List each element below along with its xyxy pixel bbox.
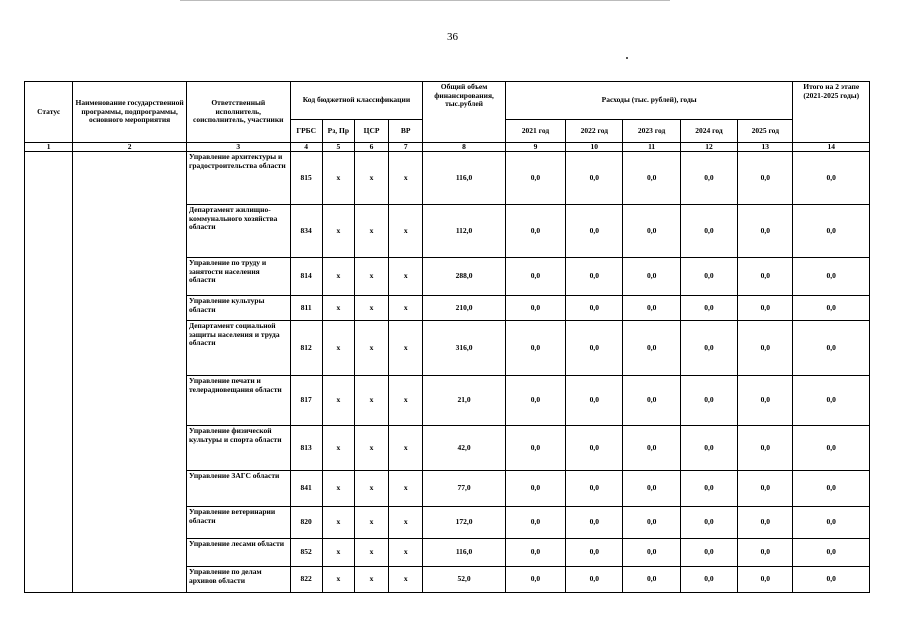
year-2022-cell: 0,0: [566, 376, 623, 426]
csr-cell: х: [354, 426, 388, 471]
grbs-cell: 812: [290, 321, 322, 376]
grbs-cell: 834: [290, 205, 322, 258]
year-2024-cell: 0,0: [680, 507, 737, 539]
header-grbs: ГРБС: [290, 120, 322, 143]
total-cell: 21,0: [423, 376, 505, 426]
year-2023-cell: 0,0: [623, 205, 680, 258]
year-2021-cell: 0,0: [505, 507, 565, 539]
rzpr-cell: х: [322, 152, 354, 205]
vr-cell: х: [389, 567, 423, 593]
column-number: 3: [186, 143, 290, 152]
rzpr-cell: х: [322, 376, 354, 426]
csr-cell: х: [354, 205, 388, 258]
grbs-cell: 820: [290, 507, 322, 539]
stage-total-cell: 0,0: [793, 507, 870, 539]
year-2024-cell: 0,0: [680, 426, 737, 471]
csr-cell: х: [354, 567, 388, 593]
rzpr-cell: х: [322, 471, 354, 507]
grbs-cell: 852: [290, 539, 322, 567]
header-vr: ВР: [389, 120, 423, 143]
year-2024-cell: 0,0: [680, 296, 737, 321]
grbs-cell: 817: [290, 376, 322, 426]
year-2023-cell: 0,0: [623, 471, 680, 507]
executor-cell: Управление по труду и занятости населения области: [186, 258, 290, 296]
year-2024-cell: 0,0: [680, 471, 737, 507]
executor-cell: Управление культуры области: [186, 296, 290, 321]
year-2022-cell: 0,0: [566, 296, 623, 321]
executor-cell: Управление архитектуры и градостроительства области: [186, 152, 290, 205]
column-number: 10: [566, 143, 623, 152]
year-2024-cell: 0,0: [680, 152, 737, 205]
year-2021-cell: 0,0: [505, 152, 565, 205]
total-cell: 77,0: [423, 471, 505, 507]
header-year-2025: 2025 год: [738, 120, 793, 143]
year-2023-cell: 0,0: [623, 321, 680, 376]
header-total-volume: Общий объем финансирования, тыс.рублей: [423, 82, 505, 143]
column-number: 12: [680, 143, 737, 152]
scan-edge-line: [180, 0, 670, 1]
year-2023-cell: 0,0: [623, 258, 680, 296]
year-2023-cell: 0,0: [623, 426, 680, 471]
rzpr-cell: х: [322, 296, 354, 321]
year-2024-cell: 0,0: [680, 567, 737, 593]
year-2024-cell: 0,0: [680, 205, 737, 258]
total-cell: 116,0: [423, 152, 505, 205]
column-number-row: [25, 143, 870, 152]
total-cell: 42,0: [423, 426, 505, 471]
header-year-2023: 2023 год: [623, 120, 680, 143]
vr-cell: х: [389, 321, 423, 376]
rzpr-cell: х: [322, 507, 354, 539]
header-expenses: Расходы (тыс. рублей), годы: [505, 82, 793, 120]
year-2023-cell: 0,0: [623, 152, 680, 205]
year-2023-cell: 0,0: [623, 376, 680, 426]
column-number: 6: [354, 143, 388, 152]
year-2022-cell: 0,0: [566, 471, 623, 507]
year-2021-cell: 0,0: [505, 426, 565, 471]
year-2025-cell: 0,0: [738, 426, 793, 471]
year-2025-cell: 0,0: [738, 205, 793, 258]
csr-cell: х: [354, 376, 388, 426]
rzpr-cell: х: [322, 539, 354, 567]
csr-cell: х: [354, 507, 388, 539]
table-row: [25, 152, 870, 205]
year-2025-cell: 0,0: [738, 539, 793, 567]
year-2023-cell: 0,0: [623, 567, 680, 593]
year-2025-cell: 0,0: [738, 376, 793, 426]
rzpr-cell: х: [322, 205, 354, 258]
header-rzpr: Рз, Пр: [322, 120, 354, 143]
column-number: 7: [389, 143, 423, 152]
page-number: 36: [447, 31, 458, 43]
rzpr-cell: х: [322, 426, 354, 471]
csr-cell: х: [354, 152, 388, 205]
column-number: 8: [423, 143, 505, 152]
year-2025-cell: 0,0: [738, 507, 793, 539]
grbs-cell: 815: [290, 152, 322, 205]
csr-cell: х: [354, 321, 388, 376]
year-2025-cell: 0,0: [738, 296, 793, 321]
year-2025-cell: 0,0: [738, 321, 793, 376]
year-2024-cell: 0,0: [680, 376, 737, 426]
year-2025-cell: 0,0: [738, 471, 793, 507]
csr-cell: х: [354, 296, 388, 321]
year-2021-cell: 0,0: [505, 321, 565, 376]
column-number: 13: [738, 143, 793, 152]
stage-total-cell: 0,0: [793, 258, 870, 296]
csr-cell: х: [354, 471, 388, 507]
year-2023-cell: 0,0: [623, 539, 680, 567]
executor-cell: Департамент жилищно-коммунального хозяйства области: [186, 205, 290, 258]
year-2022-cell: 0,0: [566, 567, 623, 593]
stage-total-cell: 0,0: [793, 152, 870, 205]
header-stage-total: Итого на 2 этапе (2021-2025 годы): [793, 82, 870, 143]
executor-cell: Управление ЗАГС области: [186, 471, 290, 507]
grbs-cell: 822: [290, 567, 322, 593]
header-csr: ЦСР: [354, 120, 388, 143]
total-cell: 210,0: [423, 296, 505, 321]
column-number: 9: [505, 143, 565, 152]
year-2021-cell: 0,0: [505, 296, 565, 321]
total-cell: 116,0: [423, 539, 505, 567]
executor-cell: Управление печати и телерадиовещания области: [186, 376, 290, 426]
grbs-cell: 814: [290, 258, 322, 296]
year-2022-cell: 0,0: [566, 507, 623, 539]
vr-cell: х: [389, 152, 423, 205]
year-2021-cell: 0,0: [505, 539, 565, 567]
rzpr-cell: х: [322, 258, 354, 296]
header-program: Наименование государственной программы, подпрограммы, основного мероприятия: [73, 82, 187, 143]
total-cell: 172,0: [423, 507, 505, 539]
budget-table: [24, 81, 870, 593]
status-cell: [25, 152, 73, 593]
year-2024-cell: 0,0: [680, 539, 737, 567]
vr-cell: х: [389, 205, 423, 258]
header-executor: Ответственный исполнитель, соисполнитель, участники: [186, 82, 290, 143]
vr-cell: х: [389, 507, 423, 539]
total-cell: 112,0: [423, 205, 505, 258]
year-2022-cell: 0,0: [566, 152, 623, 205]
column-number: 5: [322, 143, 354, 152]
year-2022-cell: 0,0: [566, 321, 623, 376]
year-2021-cell: 0,0: [505, 258, 565, 296]
year-2022-cell: 0,0: [566, 205, 623, 258]
stage-total-cell: 0,0: [793, 471, 870, 507]
vr-cell: х: [389, 471, 423, 507]
total-cell: 288,0: [423, 258, 505, 296]
stage-total-cell: 0,0: [793, 539, 870, 567]
year-2023-cell: 0,0: [623, 507, 680, 539]
executor-cell: Управление ветеринарии области: [186, 507, 290, 539]
executor-cell: Департамент социальной защиты населения и труда области: [186, 321, 290, 376]
vr-cell: х: [389, 539, 423, 567]
year-2025-cell: 0,0: [738, 258, 793, 296]
year-2025-cell: 0,0: [738, 152, 793, 205]
header-budget-code: Код бюджетной классификации: [290, 82, 423, 120]
year-2024-cell: 0,0: [680, 321, 737, 376]
vr-cell: х: [389, 258, 423, 296]
year-2022-cell: 0,0: [566, 539, 623, 567]
grbs-cell: 813: [290, 426, 322, 471]
header-status: Статус: [25, 82, 73, 143]
year-2022-cell: 0,0: [566, 258, 623, 296]
grbs-cell: 811: [290, 296, 322, 321]
stage-total-cell: 0,0: [793, 567, 870, 593]
header-year-2022: 2022 год: [566, 120, 623, 143]
program-cell: [73, 152, 187, 593]
stage-total-cell: 0,0: [793, 296, 870, 321]
column-number: 11: [623, 143, 680, 152]
stage-total-cell: 0,0: [793, 426, 870, 471]
column-number: 1: [25, 143, 73, 152]
header-year-2021: 2021 год: [505, 120, 565, 143]
scan-dot: [626, 57, 628, 59]
header-year-2024: 2024 год: [680, 120, 737, 143]
grbs-cell: 841: [290, 471, 322, 507]
total-cell: 52,0: [423, 567, 505, 593]
executor-cell: Управление физической культуры и спорта области: [186, 426, 290, 471]
column-number: 14: [793, 143, 870, 152]
year-2021-cell: 0,0: [505, 567, 565, 593]
csr-cell: х: [354, 539, 388, 567]
executor-cell: Управление лесами области: [186, 539, 290, 567]
year-2021-cell: 0,0: [505, 376, 565, 426]
vr-cell: х: [389, 376, 423, 426]
year-2021-cell: 0,0: [505, 471, 565, 507]
column-number: 2: [73, 143, 187, 152]
year-2024-cell: 0,0: [680, 258, 737, 296]
vr-cell: х: [389, 296, 423, 321]
vr-cell: х: [389, 426, 423, 471]
year-2025-cell: 0,0: [738, 567, 793, 593]
rzpr-cell: х: [322, 321, 354, 376]
csr-cell: х: [354, 258, 388, 296]
total-cell: 316,0: [423, 321, 505, 376]
rzpr-cell: х: [322, 567, 354, 593]
year-2023-cell: 0,0: [623, 296, 680, 321]
stage-total-cell: 0,0: [793, 321, 870, 376]
executor-cell: Управление по делам архивов области: [186, 567, 290, 593]
stage-total-cell: 0,0: [793, 376, 870, 426]
column-number: 4: [290, 143, 322, 152]
stage-total-cell: 0,0: [793, 205, 870, 258]
year-2022-cell: 0,0: [566, 426, 623, 471]
year-2021-cell: 0,0: [505, 205, 565, 258]
